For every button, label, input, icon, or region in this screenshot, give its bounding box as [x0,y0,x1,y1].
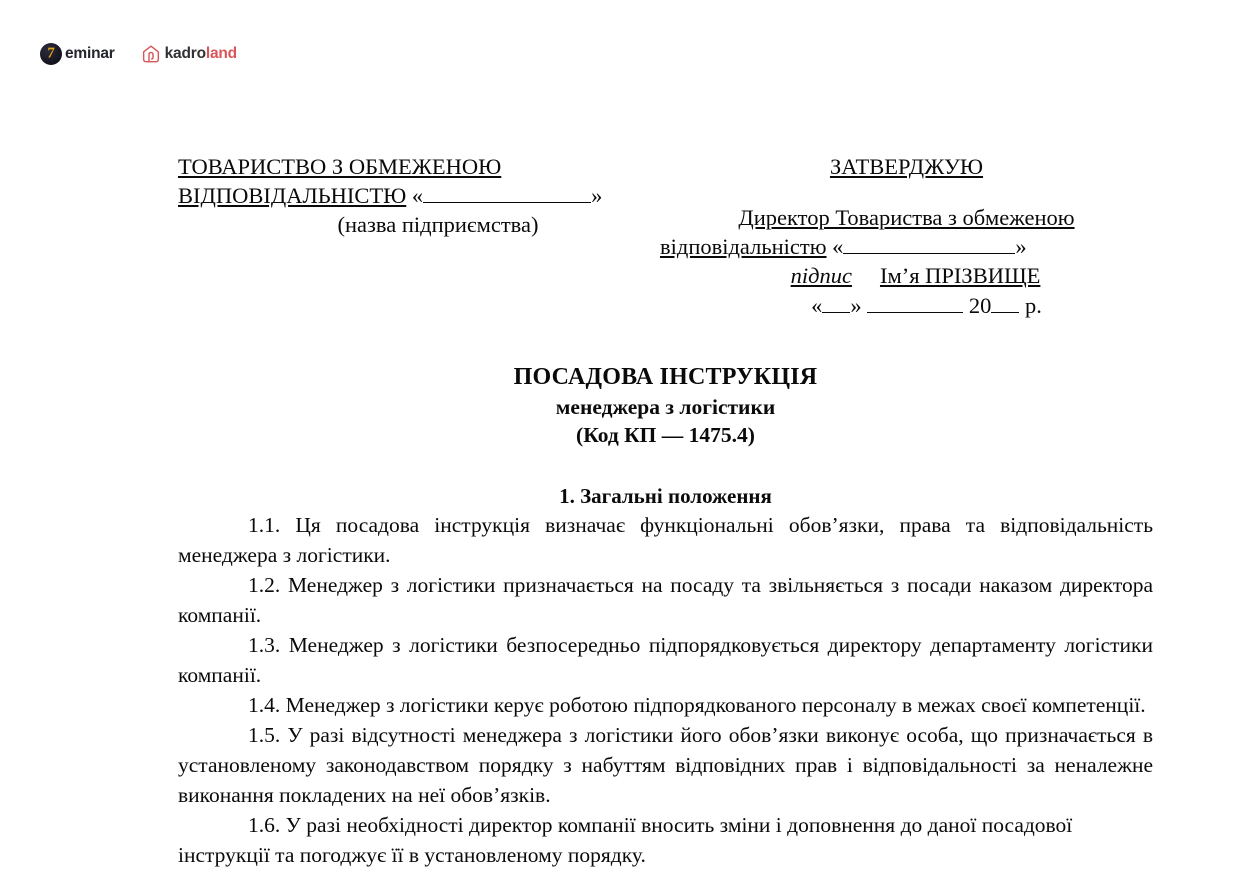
paragraph-1-6: 1.6. У разі необхідності директор компанії вносить зміни і доповнення до даної посадової інструкції та погоджує її в установленому порядку. [178,813,1073,867]
year-suffix: р. [1025,293,1042,318]
director-quote-close: » [1015,234,1027,259]
approval-heading-text: ЗАТВЕРДЖУЮ [829,154,984,179]
date-quote-open: « [811,293,823,318]
company-name-blank[interactable] [423,202,591,203]
page-title [178,362,1153,450]
paragraph-1-4: 1.4. Менеджер з логістики керує роботою підпорядкованого персоналу в межах своєї компетенції. [248,693,1146,717]
page-title-line-1: ПОСАДОВА ІНСТРУКЦІЯ [513,364,818,390]
paragraph-1-1: 1.1. Ця посадова інструкція визначає функціональні обов’язки, права та відповідальність менеджера з логістики. [178,513,1153,567]
company-quote-open: « [411,183,424,208]
paragraph-1-2: 1.2. Менеджер з логістики призначається на посаду та звільняється з посади наказом директора компанії. [178,573,1153,627]
director-line-1-text: Директор Товариства з обмеженою [738,205,1075,230]
company-caption: (назва підприємства) [337,212,539,237]
page-title-line-2: менеджера з логістики [555,395,776,419]
date-quote-close: » [850,293,862,318]
director-line-1 [660,203,1153,232]
paragraph-1-5: 1.5. У разі відсутності менеджера з логістики його обов’язки виконує особа, що призначається в установленому законодавством порядку з набуттям відповідних прав і відповідальності за неналежне виконання покладених на неї обов’язків. [178,723,1153,807]
branding-bar [40,40,237,68]
company-quote-close: » [591,183,603,208]
company-block [178,152,660,240]
page-title-line-3: (Код КП — 1475.4) [576,423,755,447]
director-name-label: Ім’я ПРІЗВИЩЕ [879,263,1041,288]
year-blank[interactable] [991,312,1019,313]
paragraph-1-3: 1.3. Менеджер з логістики безпосередньо підпорядковується директору департаменту логістики компанії. [178,633,1153,687]
seven-circle-icon-glyph: 7 [46,45,56,61]
director-line-2 [660,232,1153,261]
company-line-2-label: ВІДПОВІДАЛЬНІСТЮ [178,183,407,208]
director-line-2-label: відповідальністю [660,234,827,259]
seven-circle-icon [40,43,62,65]
logo-kadroland[interactable] [141,44,237,64]
signature-row [660,261,1153,291]
house-outline-icon [141,44,161,64]
director-company-blank[interactable] [843,253,1015,254]
logo-kadroland-wordmark [165,45,237,63]
approval-spacer [660,181,1153,203]
day-blank[interactable] [822,312,850,313]
logo-7eminar-wordmark: eminar [65,45,115,62]
approval-heading [660,152,1153,181]
approval-block [660,152,1153,321]
company-line-1: ТОВАРИСТВО З ОБМЕЖЕНОЮ [178,154,502,179]
logo-kadroland-word-dark: kadro [164,45,206,62]
section-heading-1: 1. Загальні положення [559,484,772,508]
logo-7eminar[interactable] [40,43,115,65]
company-line-2 [178,181,660,210]
section-body-1 [178,510,1153,870]
director-quote-open: « [832,234,844,259]
document-header [178,152,1153,321]
date-row [660,291,1153,321]
month-blank[interactable] [867,312,963,313]
year-prefix: 20 [968,293,992,318]
logo-kadroland-word-red: land [205,45,237,62]
signature-label: підпис [790,263,852,288]
